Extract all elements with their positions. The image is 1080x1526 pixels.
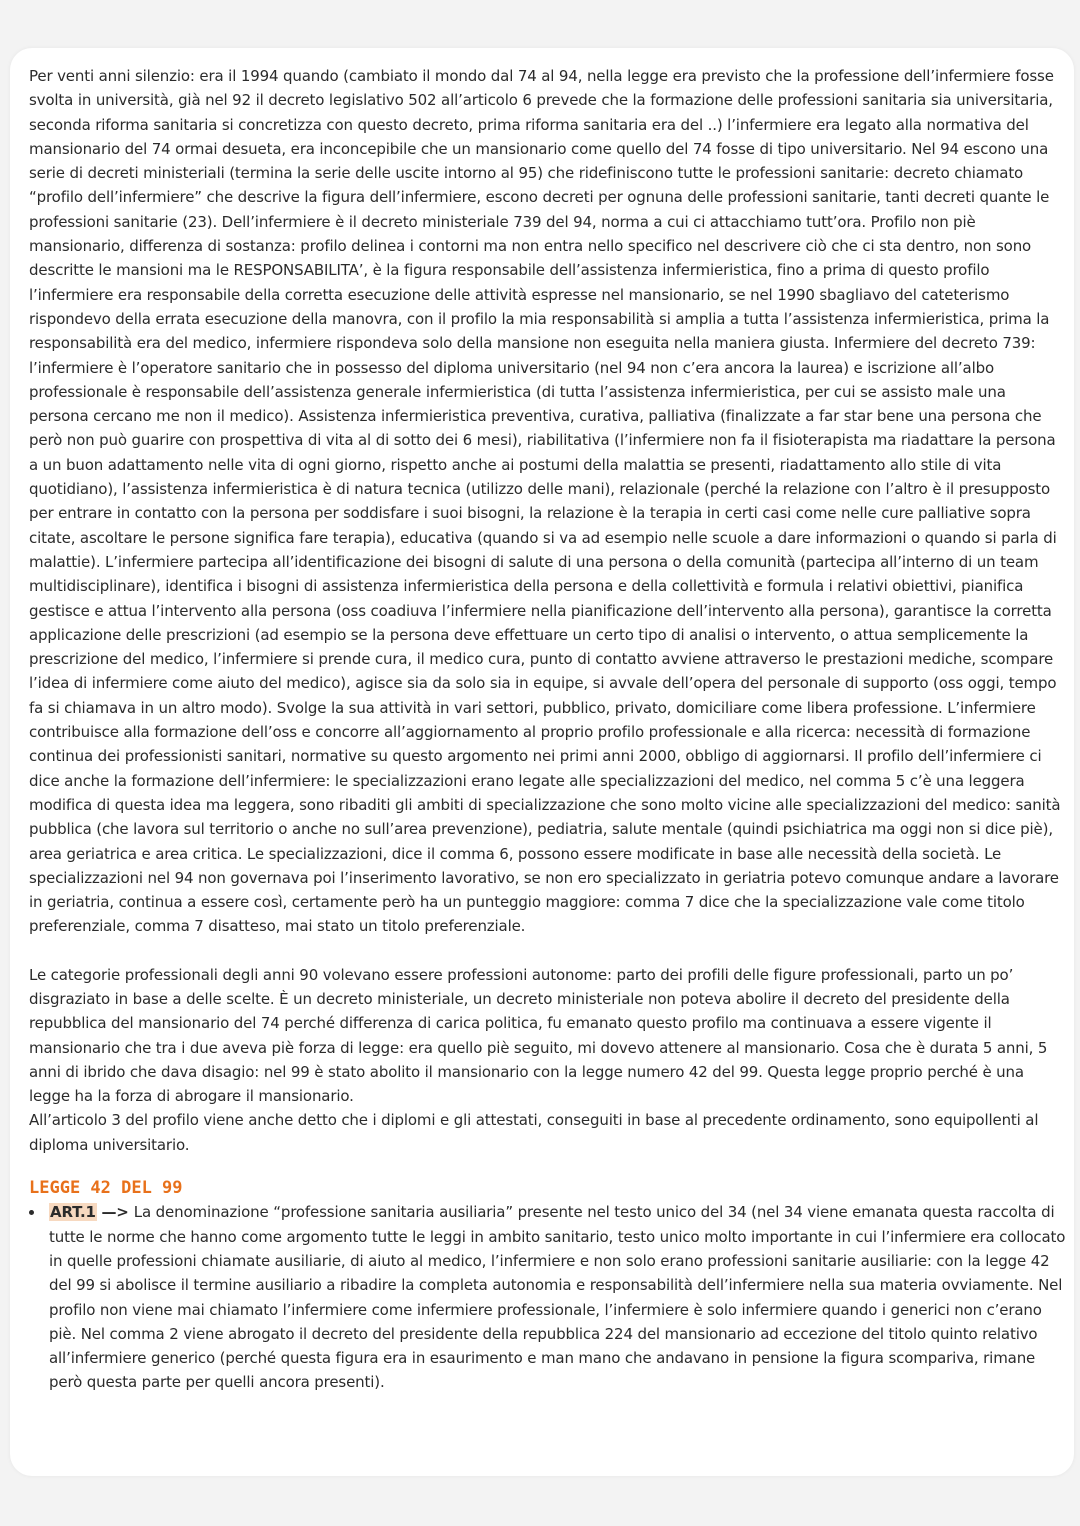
article-text: La denominazione “professione sanitaria ausiliaria” presente nel testo unico del 34 (nel 34 viene emanata questa raccolta di tutte le norme che hanno come argomento tutte le leggi in ambito sanitario, testo unico molto importante in cui l’infermiere era collocato in quelle professioni chiamate ausiliarie, di aiuto al medico, l’infermiere e non solo erano professioni sanitarie ausiliarie: con la legge 42 del 99 si abolisce il termine ausiliario a ribadire la completa autonomia e responsabilità dell’infermiere nella sua materia ovviamente. Nel profilo non viene mai chiamato l’infermiere come infermiere professionale, l’infermiere è solo infermiere quando i generici non c’erano piè. Nel comma 2 viene abrogato il decreto del presidente della repubblica 224 del mansionario ad eccezione del titolo quinto relativo all’infermiere generico (perché questa figura era in esaurimento e man mano che andavano in pensione la figura scompariva, rimane però questa parte per quelli ancora presenti). [49,1203,1066,1392]
section-heading-legge-42: LEGGE 42 DEL 99 [29,1178,183,1199]
paragraph-spacer [29,939,1069,963]
paragraph-articolo-3: All’articolo 3 del profilo viene anche detto che i diplomi e gli attestati, conseguiti in base al precedente ordinamento, sono equipollenti al diploma universitario. [29,1111,1039,1154]
article-label: ART.1 [50,1203,96,1222]
list-item-art-1 [29,1200,1069,1394]
bullet-icon [29,1210,34,1215]
paragraph-categorie-professionali: Le categorie professionali degli anni 90 volevano essere professioni autonome: parto dei profili delle figure professionali, parto un po’ disgraziato in base a delle scelte. È un decreto ministeriale, un decreto ministeriale non poteva abolire il decreto del presidente della repubblica del mansionario del 74 perché differenza di carica politica, fu emanato questo profilo ma continuava a essere vigente il mansionario che tra i due aveva piè forza di legge: era quello piè seguito, mi dovevo attenere al mansionario. Cosa che è durata 5 anni, 5 anni di ibrido che dava disagio: nel 99 è stato abolito il mansionario con la legge numero 42 del 99. Questa legge proprio perché è una legge ha la forza di abrogare il mansionario. [29,965,1048,1106]
document-content [29,64,1069,1395]
paragraph-profilo-infermiere: Per venti anni silenzio: era il 1994 quando (cambiato il mondo dal 74 al 94, nella legge era previsto che la professione dell’infermiere fosse svolta in università, già nel 92 il decreto legislativo 502 all’articolo 6 prevede che la formazione delle professioni sanitaria sia universitaria, seconda riforma sanitaria si concretizza con questo decreto, prima riforma sanitaria era del ..) l’infermiere era legato alla normativa del mansionario del 74 ormai desueta, era inconcepibile che un mansionario come quello del 74 fosse di tipo universitario. Nel 94 escono una serie di decreti ministeriali (termina la serie delle uscite intorno al 95) che ridefiniscono tutte le professioni sanitarie: decreto chiamato “profilo dell’infermiere” che descrive la figura dell’infermiere, escono decreti per ognuna delle professioni sanitarie, tanti decreti quante le professioni sanitarie (23). Dell’infermiere è il decreto ministeriale 739 del 94, norma a cui ci attacchiamo tutt’ora. Profilo non piè mansionario, differenza di sostanza: profilo delinea i contorni ma non entra nello specifico nel descrivere ciò che ci sta dentro, non sono descritte le mansioni ma le RESPONSABILITA’, è la figura responsabile dell’assistenza infermieristica, fino a prima di questo profilo l’infermiere era responsabile della corretta esecuzione delle attività espresse nel mansionario, se nel 1990 sbagliavo del cateterismo rispondevo della errata esecuzione della manovra, con il profilo la mia responsabilità si amplia a tutta l’assistenza infermieristica, prima la responsabilità era del medico, infermiere rispondeva solo della mansione non eseguita nella maniera giusta. Infermiere del decreto 739: l’infermiere è l’operatore sanitario che in possesso del diploma universitario (nel 94 non c’era ancora la laurea) e iscrizione all’albo professionale è responsabile dell’assistenza generale infermieristica (di tutta l’assistenza infermieristica, per cui se assisto male una persona cercano me non il medico). Assistenza infermieristica preventiva, curativa, palliativa (finalizzate a far star bene una persona che però non può guarire con prospettiva di vita al di sotto dei 6 mesi), riabilitativa (l’infermiere non fa il fisioterapista ma riadattare la persona a un buon adattamento nelle vita di ogni giorno, rispetto anche ai postumi della malattia se presenti, riadattamento allo stile di vita quotidiano), l’assistenza infermieristica è di natura tecnica (utilizzo delle mani), relazionale (perché la relazione con l’altro è il presupposto per entrare in contatto con la persona per soddisfare i suoi bisogni, la relazione è la terapia in certi casi come nelle cure palliative sopra citate, ascoltare le persone significa fare terapia), educativa (quando si va ad esempio nelle scuole a dare informazioni o quando si parla di malattie). L’infermiere partecipa all’identificazione dei bisogni di salute di una persona o della comunità (partecipa all’interno di un team multidisciplinare), identifica i bisogni di assistenza infermieristica della persona e della collettività e formula i relativi obiettivi, pianifica gestisce e attua l’intervento alla persona (oss coadiuva l’infermiere nella pianificazione dell’intervento alla persona), garantisce la corretta applicazione delle prescrizioni (ad esempio se la persona deve effettuare un certo tipo di analisi o intervento, o attua semplicemente la prescrizione del medico, l’infermiere si prende cura, il medico cura, punto di contatto avviene attraverso le prestazioni mediche, scompare l’idea di infermiere come aiuto del medico), agisce sia da solo sia in equipe, si avvale dell’opera del personale di supporto (oss oggi, tempo fa si chiamava in un altro modo). Svolge la sua attività in vari settori, pubblico, privato, domiciliare come libera professione. L’infermiere contribuisce alla formazione dell’oss e concorre all’aggiornamento al proprio profilo professionale e alla ricerca: necessità di formazione continua dei professionisti sanitari, normative su questo argomento nei primi anni 2000, obbligo di aggiornarsi. Il profilo dell’infermiere ci dice anche la formazione dell’infermiere: le specializzazioni erano legate alle specializzazioni del medico, nel comma 5 c’è una leggera modifica di questa idea ma leggera, sono ribaditi gli ambiti di specializzazione che sono molto vicine alle specializzazioni del medico: sanità pubblica (che lavora sul territorio o anche no sull’area prevenzione), pediatria, salute mentale (quindi psichiatrica ma oggi non si dice piè), area geriatrica e area critica. Le specializzazioni, dice il comma 6, possono essere modificate in base alle necessità della società. Le specializzazioni nel 94 non governava poi l’inserimento lavorativo, se non ero specializzato in geriatria potevo comunque andare a lavorare in geriatria, continua a essere così, certamente però ha un punteggio maggiore: comma 7 dice che la specializzazione vale come titolo preferenziale, comma 7 disatteso, mai stato un titolo preferenziale. [29,67,1061,936]
arrow-icon: —> [101,1203,134,1222]
